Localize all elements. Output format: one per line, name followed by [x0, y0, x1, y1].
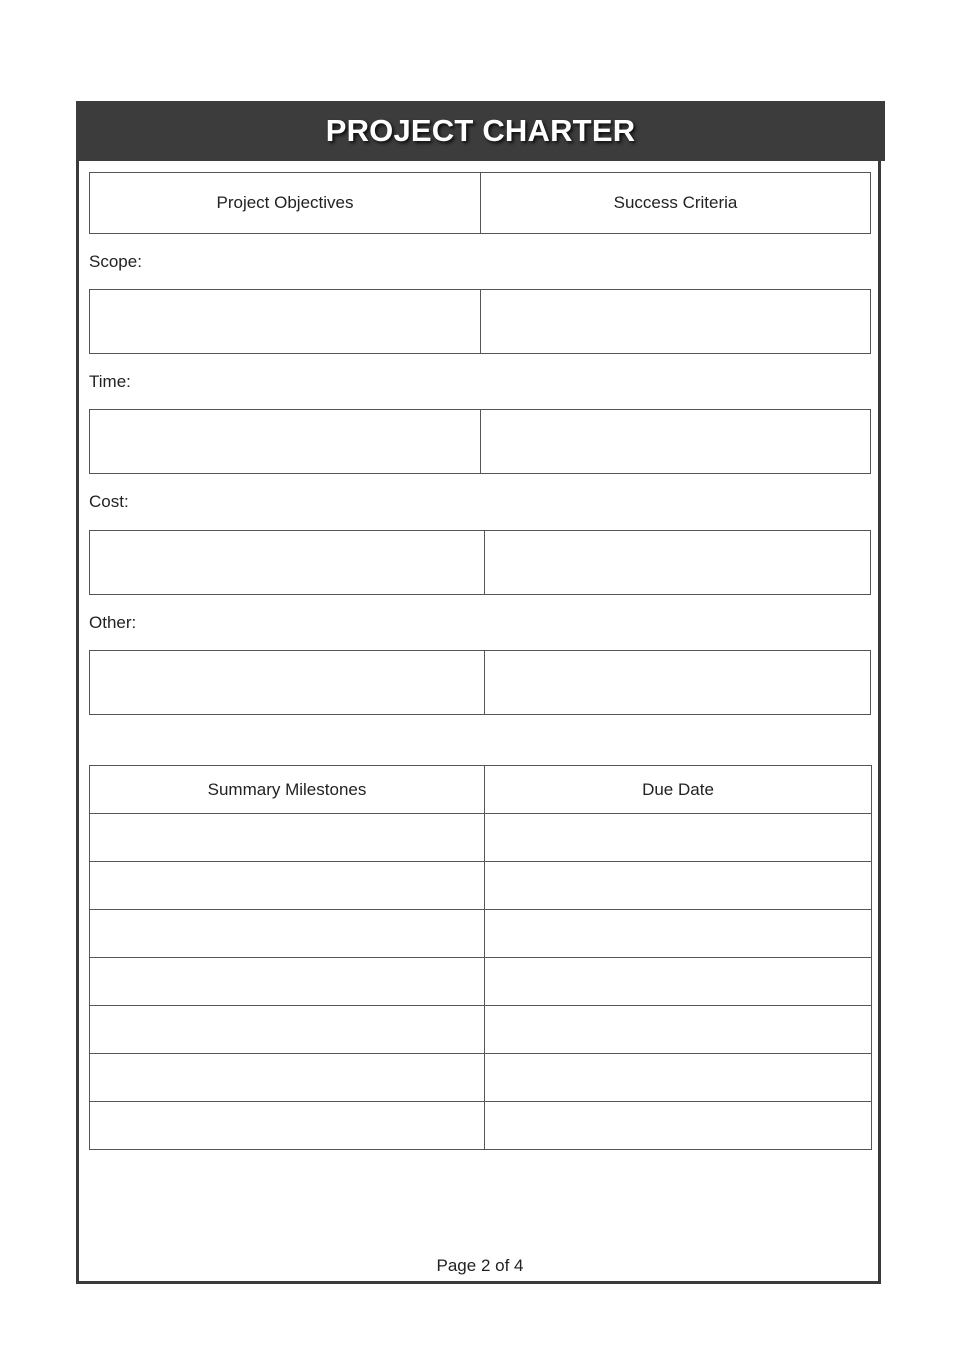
title-bar	[76, 101, 885, 161]
cost-row	[89, 530, 871, 595]
scope-label: Scope:	[89, 252, 142, 271]
time-label: Time:	[89, 372, 131, 391]
milestones-header-row	[90, 766, 872, 814]
other-criteria-field[interactable]	[484, 651, 870, 714]
milestone-cell[interactable]	[90, 862, 485, 910]
milestone-cell[interactable]	[90, 910, 485, 958]
due-date-cell[interactable]	[485, 910, 872, 958]
cost-objective-field[interactable]	[90, 531, 484, 594]
time-row	[89, 409, 871, 474]
table-row	[90, 862, 872, 910]
other-row	[89, 650, 871, 715]
table-row	[90, 1006, 872, 1054]
due-date-cell[interactable]	[485, 814, 872, 862]
due-date-cell[interactable]	[485, 1102, 872, 1150]
objectives-header-row	[89, 172, 871, 234]
due-date-cell[interactable]	[485, 958, 872, 1006]
table-row	[90, 958, 872, 1006]
time-criteria-field[interactable]	[480, 410, 870, 473]
scope-criteria-field[interactable]	[480, 290, 870, 353]
milestone-cell[interactable]	[90, 958, 485, 1006]
scope-objective-field[interactable]	[90, 290, 480, 353]
other-objective-field[interactable]	[90, 651, 484, 714]
table-row	[90, 1102, 872, 1150]
due-date-header: Due Date	[485, 766, 872, 814]
due-date-cell[interactable]	[485, 862, 872, 910]
due-date-cell[interactable]	[485, 1054, 872, 1102]
summary-milestones-header: Summary Milestones	[90, 766, 485, 814]
cost-criteria-field[interactable]	[484, 531, 870, 594]
milestones-table	[89, 765, 872, 1150]
success-criteria-header: Success Criteria	[480, 173, 870, 233]
page-title: PROJECT CHARTER	[325, 113, 636, 148]
time-objective-field[interactable]	[90, 410, 480, 473]
milestone-cell[interactable]	[90, 1006, 485, 1054]
due-date-cell[interactable]	[485, 1006, 872, 1054]
milestone-cell[interactable]	[90, 1102, 485, 1150]
table-row	[90, 814, 872, 862]
project-objectives-header: Project Objectives	[216, 193, 354, 212]
table-row	[90, 910, 872, 958]
milestone-cell[interactable]	[90, 814, 485, 862]
scope-row	[89, 289, 871, 354]
other-label: Other:	[89, 613, 137, 632]
table-row	[90, 1054, 872, 1102]
page-number: Page 2 of 4	[436, 1256, 524, 1275]
cost-label: Cost:	[89, 492, 129, 511]
milestone-cell[interactable]	[90, 1054, 485, 1102]
